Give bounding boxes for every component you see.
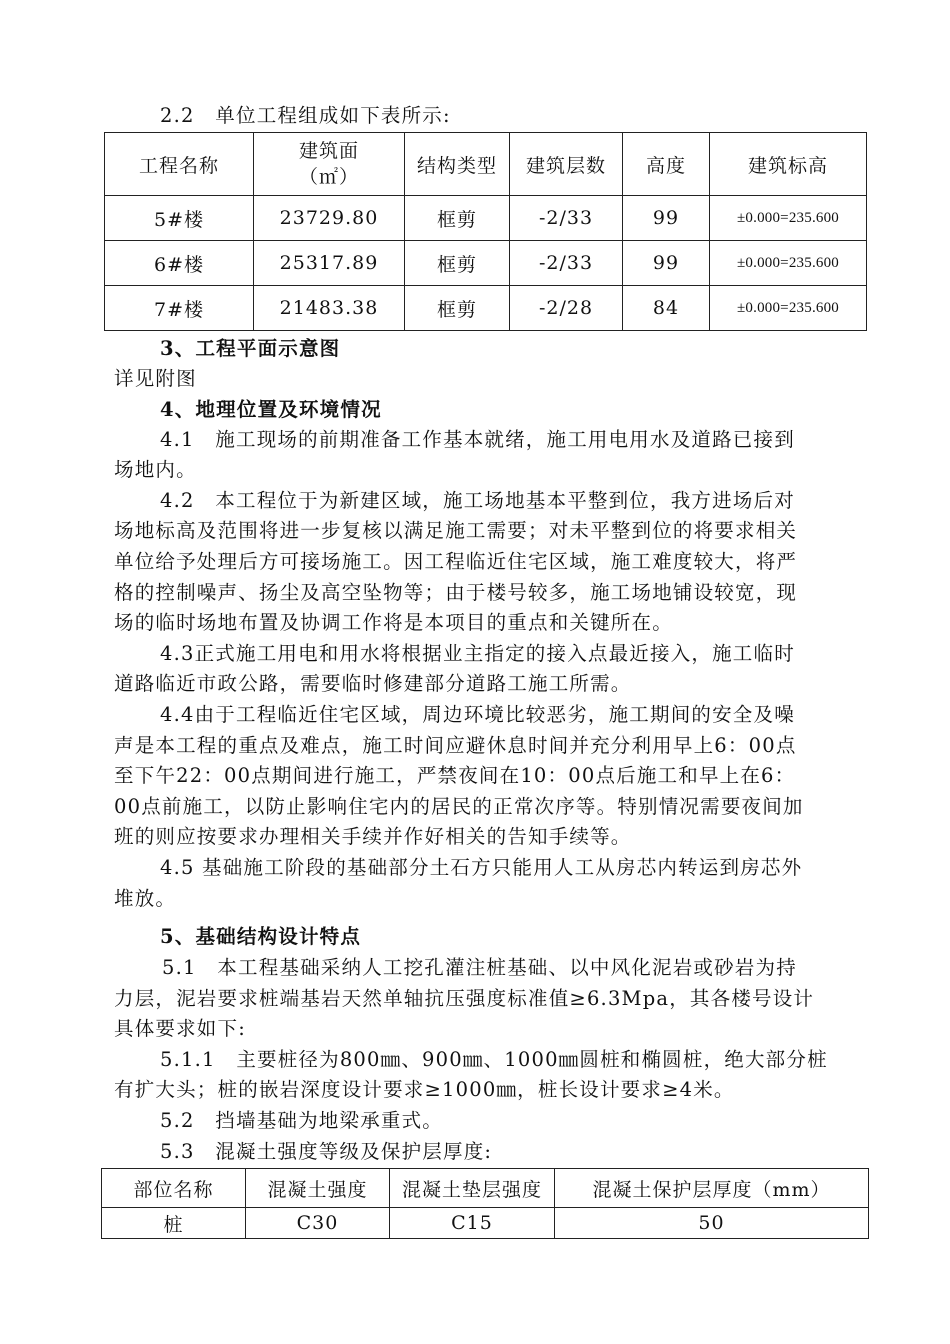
header-cell: 建筑标高 [710,133,867,196]
paragraph-line: 5.2 挡墙基础为地梁承重式。 [160,1109,444,1132]
paragraph-line: 5.1 本工程基础采纳人工挖孔灌注桩基础、以中风化泥岩或砂岩为持 [162,956,797,979]
paragraph-line: 5.1.1 主要桩径为800㎜、900㎜、1000㎜圆桩和椭圆桩，绝大部分桩 [160,1048,828,1071]
paragraph-line: 有扩大头；桩的嵌岩深度设计要求≥1000㎜，桩长设计要求≥4米。 [114,1078,735,1101]
section-heading: 4、地理位置及环境情况 [160,398,382,421]
table-cell: 框剪 [405,241,510,286]
section-heading: 3、工程平面示意图 [160,337,341,360]
header-cell: 高度 [623,133,710,196]
header-cell: 混凝土垫层强度 [390,1169,555,1208]
paragraph-line: 格的控制噪声、扬尘及高空坠物等；由于楼号较多，施工场地铺设较宽，现 [114,581,798,604]
paragraph-line: 4.5 基础施工阶段的基础部分土石方只能用人工从房芯内转运到房芯外 [160,856,803,879]
table-cell: 25317.89 [254,241,405,286]
table-cell: 21483.38 [254,286,405,331]
paragraph-line: 场地内。 [114,458,197,481]
paragraph-line: 力层，泥岩要求桩端基岩天然单轴抗压强度标准值≥6.3Mpa，其各楼号设计 [114,987,815,1010]
header-cell: 部位名称 [102,1169,246,1208]
table-row [105,241,867,286]
table-cell: 23729.80 [254,196,405,241]
paragraph-line: 00点前施工，以防止影响住宅内的居民的正常次序等。特别情况需要夜间加 [114,795,804,818]
section-heading: 5、基础结构设计特点 [160,925,362,948]
table-cell: 50 [555,1208,869,1239]
header-cell: 工程名称 [105,133,254,196]
paragraph-line: 4.4由于工程临近住宅区域，周边环境比较恶劣，施工期间的安全及噪 [160,703,795,726]
paragraph-line: 至下午22：00点期间进行施工，严禁夜间在10：00点后施工和早上在6： [114,764,796,787]
table-cell: 框剪 [405,196,510,241]
paragraph-line: 班的则应按要求办理相关手续并作好相关的告知手续等。 [114,825,632,848]
table-cell: 99 [623,196,710,241]
paragraph-line: 堆放。 [114,887,177,910]
table-cell: ±0.000=235.600 [710,196,867,241]
intro-line: 2.2 单位工程组成如下表所示: [160,104,451,127]
table-cell: C30 [246,1208,390,1239]
table-cell: C15 [390,1208,555,1239]
paragraph-line: 场的临时场地布置及协调工作将是本项目的重点和关键所在。 [114,611,673,634]
table-cell: -2/33 [510,241,623,286]
paragraph-line: 声是本工程的重点及难点，施工时间应避休息时间并充分利用早上6：00点 [114,734,797,757]
table-cell: -2/33 [510,196,623,241]
header-cell: 建筑面 （㎡） [254,133,405,196]
unit-project-table [104,132,867,331]
paragraph-line: 4.1 施工现场的前期准备工作基本就绪，施工用电用水及道路已接到 [160,428,795,451]
table-header-row [105,133,867,196]
header-cell: 结构类型 [405,133,510,196]
paragraph-line: 单位给予处理后方可接场施工。因工程临近住宅区域，施工难度较大，将严 [114,550,798,573]
table-cell: 84 [623,286,710,331]
table-row [102,1208,869,1239]
paragraph-line: 4.3正式施工用电和用水将根据业主指定的接入点最近接入，施工临时 [160,642,795,665]
table-header-row [102,1169,869,1208]
concrete-strength-table [101,1168,869,1239]
table-cell: 5#楼 [105,196,254,241]
paragraph-line: 4.2 本工程位于为新建区域，施工场地基本平整到位，我方进场后对 [160,489,795,512]
table-cell: 桩 [102,1208,246,1239]
paragraph-line: 具体要求如下: [114,1017,246,1040]
table-row [105,286,867,331]
table-cell: -2/28 [510,286,623,331]
table-cell: ±0.000=235.600 [710,286,867,331]
table-row [105,196,867,241]
table-cell: ±0.000=235.600 [710,241,867,286]
header-cell: 混凝土保护层厚度（mm） [555,1169,869,1208]
header-cell: 混凝土强度 [246,1169,390,1208]
table-cell: 框剪 [405,286,510,331]
table-cell: 99 [623,241,710,286]
paragraph-line: 道路临近市政公路，需要临时修建部分道路工施工所需。 [114,672,632,695]
paragraph-line: 详见附图 [114,367,197,390]
table-cell: 6#楼 [105,241,254,286]
table-cell: 7#楼 [105,286,254,331]
paragraph-line: 5.3 混凝土强度等级及保护层厚度: [160,1140,493,1163]
paragraph-line: 场地标高及范围将进一步复核以满足施工需要；对未平整到位的将要求相关 [114,519,798,542]
header-cell: 建筑层数 [510,133,623,196]
